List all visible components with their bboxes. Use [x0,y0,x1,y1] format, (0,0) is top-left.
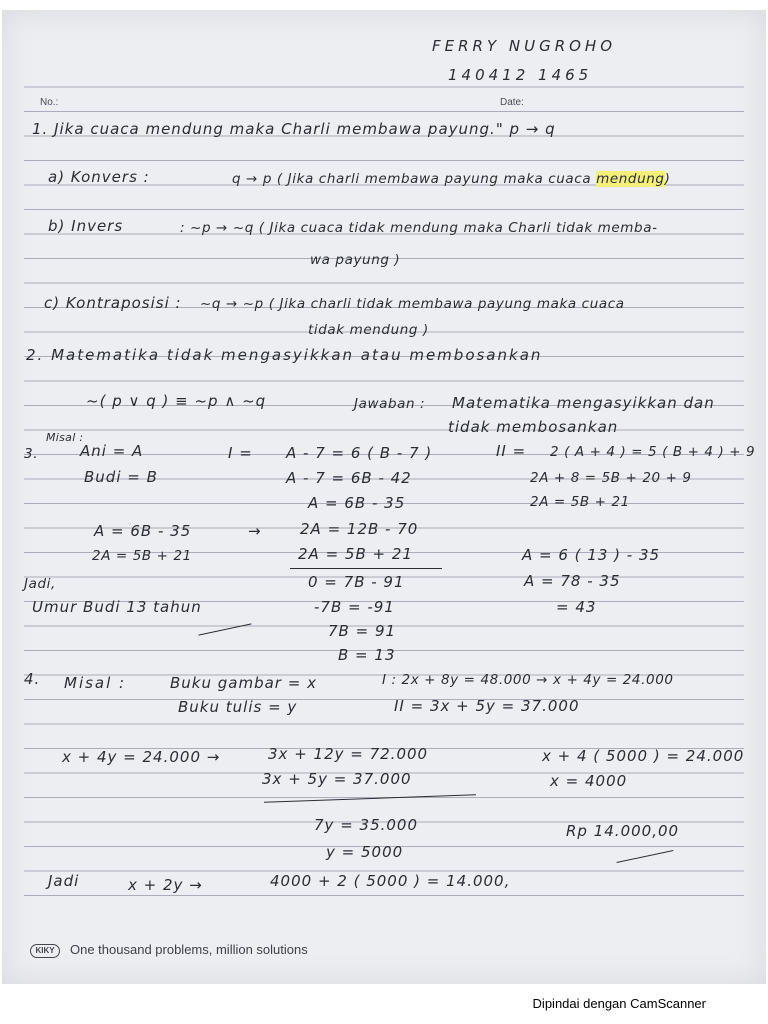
q4-diff2: y = 5000 [326,843,404,861]
subtraction-line [290,568,442,569]
q4-answer: Rp 14.000,00 [566,822,680,840]
q4-sub1: x + 4 ( 5000 ) = 24.000 [542,747,745,765]
q4-jadi: Jadi [48,872,80,890]
q3-ani: Ani = A [80,442,144,460]
q3-misal: Misal : [46,431,84,444]
footer-tagline: One thousand problems, million solutions [70,942,308,957]
q3-eq1-l3: A = 6B - 35 [308,494,406,512]
q3-eq1-l1: A - 7 = 6 ( B - 7 ) [286,444,433,462]
no-label: No.: [40,97,59,108]
q3-eq1-label: I = [228,444,253,462]
q3-a-calc3: = 43 [556,598,597,616]
q3-sub-r1: 2A = 12B - 70 [300,520,419,538]
student-name: FERRY NUGROHO [432,37,617,55]
q3-sub-r2: 2A = 5B + 21 [298,545,413,563]
q2-answer-line2: tidak membosankan [448,418,619,436]
q4-number: 4. [24,670,41,688]
q1-c-label: c) Kontraposisi : [44,294,182,312]
q1-c-text2: tidak mendung ) [308,322,429,338]
q3-sub-l1: A = 6B - 35 [94,522,192,540]
q3-a-calc1: A = 6 ( 13 ) - 35 [522,546,661,564]
q1-c-text: ~q → ~p ( Jika charli tidak membawa payung maka cuaca [200,296,625,312]
q3-res4: B = 13 [338,646,396,664]
q3-conclusion: Umur Budi 13 tahun [32,598,202,616]
q3-res2: -7B = -91 [314,598,395,616]
q3-eq2-l1: 2 ( A + 4 ) = 5 ( B + 4 ) + 9 [550,444,756,460]
q3-eq1-l2: A - 7 = 6B - 42 [286,469,412,487]
q4-l1: x + 4y = 24.000 → [62,748,221,766]
q1-b-text: : ~p → ~q ( Jika cuaca tidak mendung maka Charli tidak memba- [180,220,658,236]
q3-sub-l2: 2A = 5B + 21 [92,548,192,564]
q3-eq2-l2: 2A + 8 = 5B + 20 + 9 [530,470,692,486]
notebook-page [2,10,766,984]
q2-answer-line1: Matematika mengasyikkan dan [452,394,715,412]
student-id: 140412 1465 [448,66,593,84]
brand-logo: KIKY [30,944,60,958]
q3-jadi: Jadi, [24,576,56,592]
scanner-watermark: Dipindai dengan CamScanner [532,996,706,1011]
q1-b-label: b) Invers [48,217,124,235]
q1-statement: 1. Jika cuaca mendung maka Charli membawa payung." p → q [32,120,556,138]
q2-statement: 2. Matematika tidak mengasyikkan atau membosankan [26,346,543,364]
q4-sub2: x = 4000 [550,772,628,790]
q3-sub-arrow: → [248,522,262,540]
highlighted-word: mendung [596,171,665,187]
q1-b-text2: wa payung ) [310,252,401,268]
q3-res3: 7B = 91 [328,622,397,640]
date-label: Date: [500,97,524,108]
q4-final-r: 4000 + 2 ( 5000 ) = 14.000, [270,872,511,890]
q4-def1: Buku gambar = x [170,674,317,692]
q4-eq2: II = 3x + 5y = 37.000 [394,697,580,715]
q4-diff1: 7y = 35.000 [314,816,419,834]
q3-number: 3. [24,446,39,462]
q4-def2: Buku tulis = y [178,698,298,716]
q4-final-l: x + 2y → [128,876,203,894]
q3-a-calc2: A = 78 - 35 [524,572,621,590]
q3-eq2-label: II = [496,442,527,460]
q4-eq1: I : 2x + 8y = 48.000 → x + 4y = 24.000 [382,672,674,688]
q2-answer-label: Jawaban : [354,396,426,412]
q4-l2a: 3x + 12y = 72.000 [268,745,429,763]
q1-a-text: q → p ( Jika charli membawa payung maka cuaca mendung) [232,171,671,187]
q2-formula: ~( p ∨ q ) ≡ ~p ∧ ~q [86,392,267,410]
q3-budi: Budi = B [84,468,158,486]
q1-a-label: a) Konvers : [48,168,150,186]
q3-res1: 0 = 7B - 91 [308,573,405,591]
q4-l2b: 3x + 5y = 37.000 [262,770,412,788]
q4-misal: Misal : [64,674,127,692]
q3-eq2-l3: 2A = 5B + 21 [530,494,630,510]
